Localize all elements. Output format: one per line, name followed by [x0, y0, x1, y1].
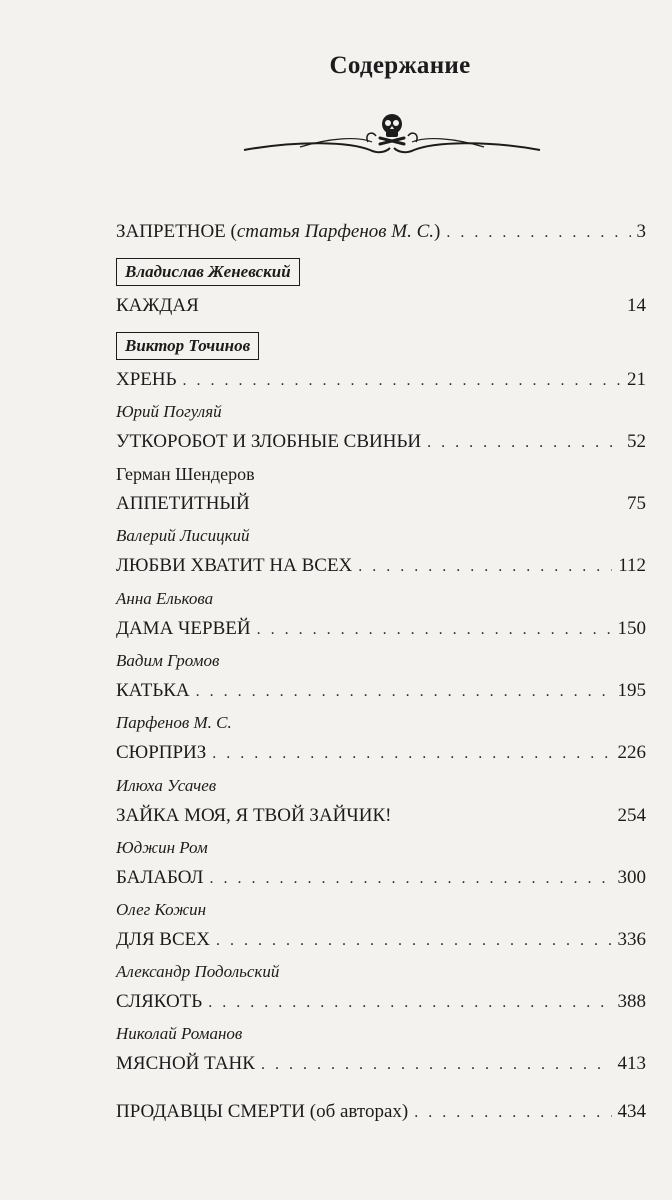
entry-title: ЗАПРЕТНОЕ (статья Парфенов М. С.)	[116, 221, 441, 242]
author-name-boxed: Владислав Женевский	[116, 258, 300, 286]
page-number: 195	[617, 680, 646, 701]
toc-entry[interactable]	[116, 926, 646, 954]
page-title: Содержание	[329, 52, 471, 79]
entry-title: СЮРПРИЗ	[116, 742, 207, 763]
dot-leader	[358, 553, 612, 581]
author-name: Анна Елькова	[116, 589, 214, 608]
author-name: Парфенов М. С.	[116, 713, 232, 732]
page-number: 150	[617, 618, 646, 639]
entry-title: ЛЮБВИ ХВАТИТ НА ВСЕХ	[116, 555, 353, 576]
dot-leader	[414, 1099, 611, 1127]
page-number: 112	[618, 555, 646, 576]
dot-leader	[209, 865, 611, 893]
page-number: 52	[627, 431, 646, 452]
entry-title: БАЛАБОЛ	[116, 867, 204, 888]
page-number: 254	[617, 805, 646, 826]
dot-leader	[208, 989, 611, 1017]
dot-leader	[216, 927, 612, 955]
author-name: Александр Подольский	[116, 962, 280, 981]
toc-entry[interactable]	[116, 739, 646, 767]
dot-leader	[427, 429, 621, 457]
author-name-boxed: Виктор Точинов	[116, 332, 259, 360]
entry-title: СЛЯКОТЬ	[116, 991, 203, 1012]
page-number: 413	[617, 1053, 646, 1074]
author-name: Юрий Погуляй	[116, 402, 222, 421]
toc-entry[interactable]	[116, 366, 646, 394]
dot-leader	[196, 678, 612, 706]
page-number: 3	[636, 221, 646, 242]
dot-leader	[183, 367, 621, 395]
toc-entry[interactable]	[116, 490, 646, 518]
entry-title: ДАМА ЧЕРВЕЙ	[116, 618, 251, 639]
toc-entry-outro[interactable]	[116, 1098, 646, 1126]
entry-title: ДЛЯ ВСЕХ	[116, 929, 210, 950]
toc-entry[interactable]	[116, 615, 646, 643]
page-number: 434	[617, 1101, 646, 1122]
toc-entry-intro[interactable]	[116, 218, 646, 246]
ornament-divider	[240, 112, 544, 162]
entry-title: ПРОДАВЦЫ СМЕРТИ (об авторах)	[116, 1101, 409, 1122]
entry-title: ЗАЙКА МОЯ, Я ТВОЙ ЗАЙЧИК!	[116, 805, 392, 826]
page-number: 14	[627, 295, 646, 316]
entry-title: УТКОРОБОТ И ЗЛОБНЫЕ СВИНЬИ	[116, 431, 422, 452]
page-number: 21	[627, 369, 646, 390]
entry-title: АППЕТИТНЫЙ	[116, 493, 250, 514]
author-name: Валерий Лисицкий	[116, 526, 250, 545]
skull-crossbones-icon	[380, 114, 404, 144]
page-number: 388	[617, 991, 646, 1012]
toc-entry[interactable]	[116, 802, 646, 830]
toc-entry[interactable]	[116, 292, 646, 320]
author-name: Олег Кожин	[116, 900, 207, 919]
toc-entry[interactable]	[116, 1050, 646, 1078]
toc-entry[interactable]	[116, 988, 646, 1016]
dot-leader	[261, 1051, 612, 1079]
dot-leader	[446, 219, 630, 247]
author-name: Илюха Усачев	[116, 776, 217, 795]
author-name: Герман Шендеров	[116, 464, 255, 484]
entry-title: КАЖДАЯ	[116, 295, 199, 316]
toc-entry[interactable]	[116, 864, 646, 892]
page-number: 300	[617, 867, 646, 888]
page-number: 75	[627, 493, 646, 514]
toc-entry[interactable]	[116, 428, 646, 456]
dot-leader	[212, 740, 611, 768]
entry-title: ХРЕНЬ	[116, 369, 177, 390]
page-number: 336	[617, 929, 646, 950]
entry-title: КАТЬКА	[116, 680, 190, 701]
page-number: 226	[617, 742, 646, 763]
author-name: Юджин Ром	[116, 838, 208, 857]
entry-title: МЯСНОЙ ТАНК	[116, 1053, 255, 1074]
toc-entry[interactable]	[116, 677, 646, 705]
toc-entry[interactable]	[116, 552, 646, 580]
dot-leader	[257, 616, 612, 644]
author-name: Николай Романов	[116, 1024, 243, 1043]
author-name: Вадим Громов	[116, 651, 220, 670]
